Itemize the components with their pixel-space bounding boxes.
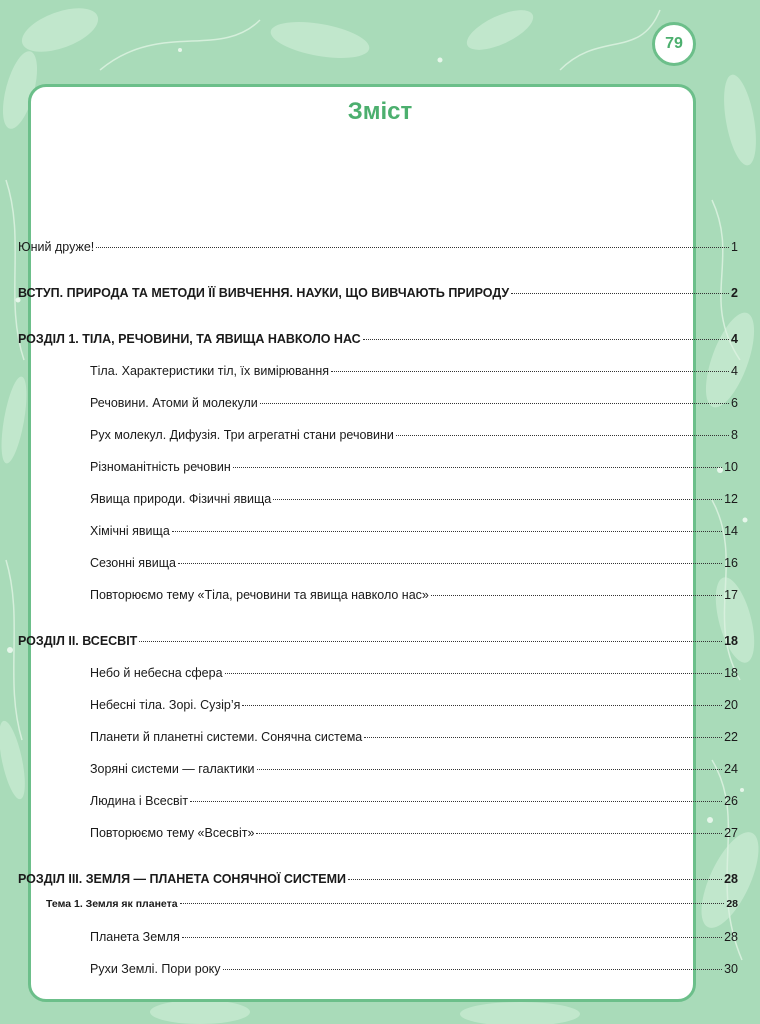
toc-entry-label: РОЗДІЛ ІІ. ВСЕСВІТ: [18, 634, 138, 648]
page-title: Зміст: [347, 98, 413, 125]
toc-entry-label: РОЗДІЛ ІІІ. ЗЕМЛЯ — ПЛАНЕТА СОНЯЧНОЇ СИСТЕМИ: [18, 872, 346, 886]
toc-entry[interactable]: [18, 634, 738, 648]
toc-entry[interactable]: [18, 794, 738, 808]
toc-entry[interactable]: [18, 730, 738, 744]
toc-entry-label: Речовини. Атоми й молекули: [90, 396, 258, 410]
toc-entry-page: 10: [724, 460, 738, 474]
dot-leader: [223, 969, 723, 970]
toc-entry-page: 28: [724, 930, 738, 944]
dot-leader: [225, 673, 723, 674]
toc-entry[interactable]: [18, 286, 738, 300]
toc-entry[interactable]: [18, 962, 738, 976]
page-number-badge: [652, 22, 696, 66]
toc-entry-page: 18: [724, 666, 738, 680]
toc-entry-label: Рухи Землі. Пори року: [90, 962, 221, 976]
toc-entry-page: 22: [724, 730, 738, 744]
toc-entry-page: 28: [726, 898, 738, 910]
toc-entry[interactable]: [18, 826, 738, 840]
toc-entry-label: Різноманітність речовин: [90, 460, 231, 474]
toc-entry-label: Явища природи. Фізичні явища: [90, 492, 272, 506]
toc-entry-page: 26: [724, 794, 738, 808]
toc-entry[interactable]: [18, 666, 738, 680]
toc-entry[interactable]: [18, 460, 738, 474]
toc-entry[interactable]: [18, 396, 738, 410]
toc-entry-label: Юний друже!: [18, 240, 95, 254]
toc-entry[interactable]: [18, 762, 738, 776]
toc-entry-label: РОЗДІЛ 1. ТІЛА, РЕЧОВИНИ, ТА ЯВИЩА НАВКОЛО НАС: [18, 332, 361, 346]
toc-entry-label: Тема 1. Земля як планета: [46, 898, 178, 910]
dot-leader: [139, 641, 722, 642]
toc-entry-page: 24: [724, 762, 738, 776]
toc-entry-page: 6: [731, 396, 738, 410]
toc-entry-page: 14: [724, 524, 738, 538]
toc-entry-page: 2: [731, 286, 738, 300]
toc-entry-page: 4: [731, 364, 738, 378]
toc-entry-label: Планети й планетні системи. Сонячна система: [90, 730, 363, 744]
toc-entry-label: ВСТУП. ПРИРОДА ТА МЕТОДИ ЇЇ ВИВЧЕННЯ. НАУКИ, ЩО ВИВЧАЮТЬ ПРИРОДУ: [18, 286, 510, 300]
toc-entry[interactable]: [18, 332, 738, 346]
dot-leader: [364, 737, 722, 738]
dot-leader: [396, 435, 729, 436]
toc-entry-page: 20: [724, 698, 738, 712]
toc-entry-page: 4: [731, 332, 738, 346]
contents-panel: [28, 84, 696, 1002]
toc-entry[interactable]: [18, 872, 738, 886]
dot-leader: [242, 705, 722, 706]
dot-leader: [260, 403, 729, 404]
dot-leader: [96, 247, 729, 248]
dot-leader: [233, 467, 722, 468]
toc-entry-page: 17: [724, 588, 738, 602]
toc-entry-label: Небесні тіла. Зорі. Сузір’я: [90, 698, 241, 712]
toc-entry-label: Небо й небесна сфера: [90, 666, 223, 680]
toc-entry-label: Повторюємо тему «Всесвіт»: [90, 826, 255, 840]
toc-entry[interactable]: [18, 930, 738, 944]
toc-entry-label: Планета Земля: [90, 930, 180, 944]
toc-entry[interactable]: [18, 240, 738, 254]
dot-leader: [273, 499, 722, 500]
toc-entry-label: Тіла. Характеристики тіл, їх вимірювання: [90, 364, 330, 378]
dot-leader: [182, 937, 722, 938]
toc-entry-label: Повторюємо тему «Тіла, речовини та явища навколо нас»: [90, 588, 429, 602]
dot-leader: [331, 371, 729, 372]
toc-entry[interactable]: [18, 698, 738, 712]
dot-leader: [431, 595, 722, 596]
toc-entry-page: 30: [724, 962, 738, 976]
dot-leader: [257, 769, 723, 770]
toc-entry-page: 12: [724, 492, 738, 506]
toc-entry-label: Хімічні явища: [90, 524, 170, 538]
toc-entry-label: Рух молекул. Дифузія. Три агрегатні стани речовини: [90, 428, 394, 442]
toc-entry-label: Сезонні явища: [90, 556, 176, 570]
toc-entry-page: 1: [731, 240, 738, 254]
toc-entry-page: 18: [724, 634, 738, 648]
toc-entry-page: 28: [724, 872, 738, 886]
toc-entry-page: 16: [724, 556, 738, 570]
toc-entry-page: 27: [724, 826, 738, 840]
toc-entry-label: Людина і Всесвіт: [90, 794, 189, 808]
toc-entry[interactable]: [18, 556, 738, 570]
dot-leader: [256, 833, 722, 834]
toc-entry[interactable]: [18, 898, 738, 910]
toc-entry[interactable]: [18, 428, 738, 442]
dot-leader: [172, 531, 722, 532]
dot-leader: [190, 801, 722, 802]
dot-leader: [511, 293, 729, 294]
toc-entry[interactable]: [18, 492, 738, 506]
page-number: 79: [665, 35, 683, 52]
toc-entry[interactable]: [18, 524, 738, 538]
toc-entry[interactable]: [18, 364, 738, 378]
dot-leader: [348, 879, 722, 880]
toc-entry-page: 8: [731, 428, 738, 442]
toc-entry[interactable]: [18, 588, 738, 602]
dot-leader: [178, 563, 722, 564]
dot-leader: [363, 339, 729, 340]
dot-leader: [180, 903, 725, 904]
toc-entry-label: Зоряні системи — галактики: [90, 762, 255, 776]
